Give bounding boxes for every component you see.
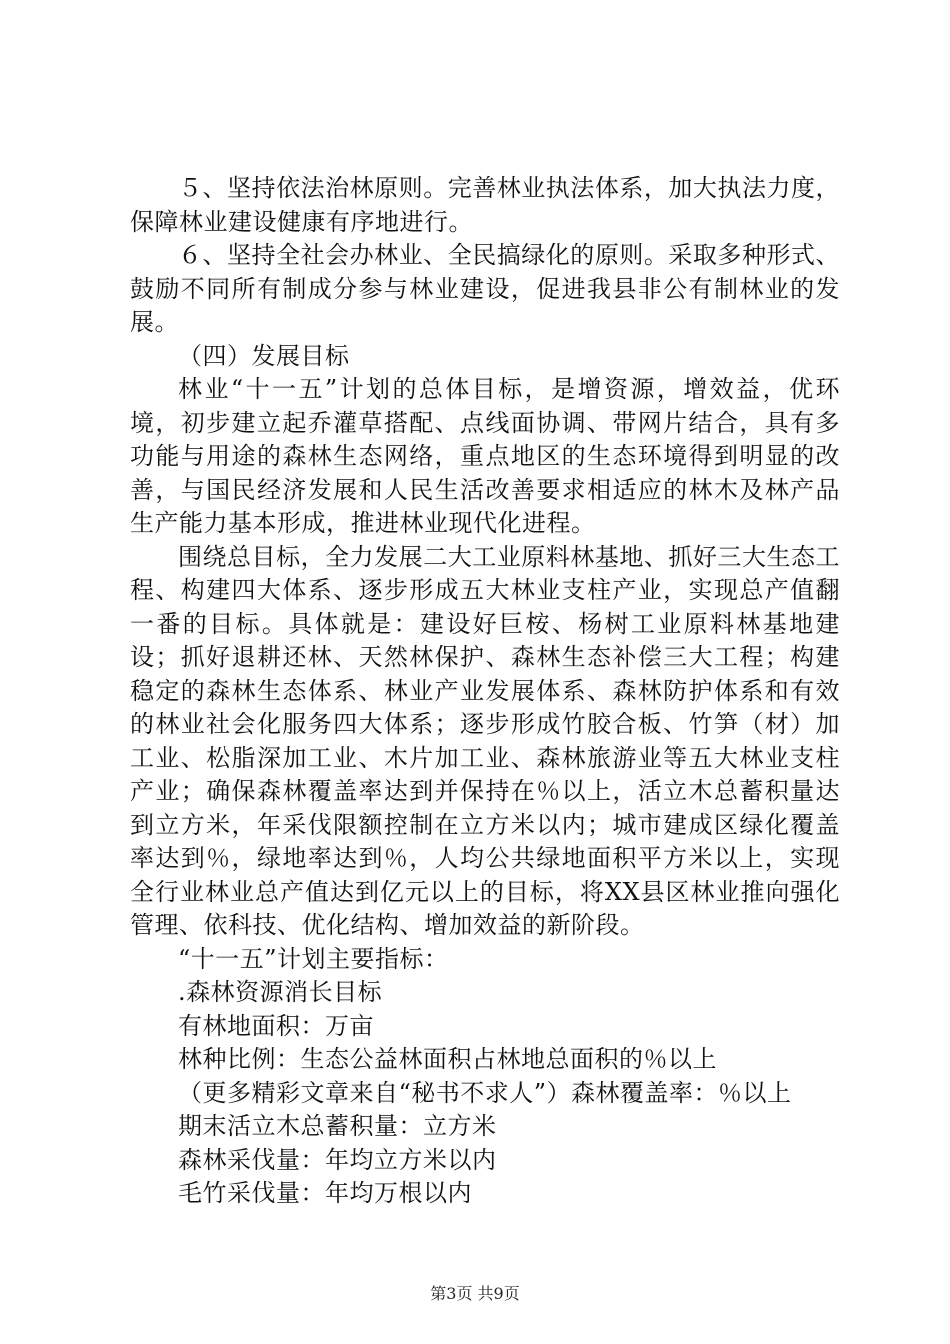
indicator-timber-stock: 期末活立木总蓄积量：立方米 — [178, 1112, 497, 1140]
paragraph-goal-details: 围绕总目标，全力发展二大工业原料林基地、抓好三大生态工程、构建四大体系、逐步形成五大林业支柱产业，实现总产值翻一番的目标。具体就是：建设好巨桉、杨树工业原料林基地建设；抓好退耕还林、天然林保护、森林生态补偿三大工程；构建稳定的森林生态体系、林业产业发展体系、森林防护体系和有效的林业社会化服务四大体系；逐步形成竹胶合板、竹笋（材）加工业、松脂深加工业、木片加工业、森林旅游业等五大林业支柱产业；确保森林覆盖率达到并保持在％以上，活立木总蓄积量达到立方米，年采伐限额控制在立方米以内；城市建成区绿化覆盖率达到％，绿地率达到％，人均公共绿地面积平方米以上，实现全行业林业总产值达到亿元以上的目标，将XX县区林业推向强化管理、依科技、优化结构、增加效益的新阶段。 — [130, 542, 840, 939]
indicator-bamboo-harvest: 毛竹采伐量：年均万根以内 — [178, 1179, 472, 1207]
indicator-forest-coverage: （更多精彩文章来自“秘书不求人”）森林覆盖率：％以上 — [178, 1078, 792, 1107]
indicator-forest-harvest: 森林采伐量：年均立方米以内 — [178, 1145, 497, 1174]
indicators-heading: “十一五”计划主要指标： — [178, 944, 449, 973]
section-heading-goals: （四）发展目标 — [178, 341, 350, 370]
paragraph-principle-6: ６、坚持全社会办林业、全民搞绿化的原则。采取多种形式、鼓励不同所有制成分参与林业建设，促进我县非公有制林业的发展。 — [130, 241, 840, 336]
document-body — [130, 172, 840, 1211]
paragraph-principle-5: ５、坚持依法治林原则。完善林业执法体系，加大执法力度，保障林业建设健康有序地进行。 — [130, 174, 840, 236]
indicator-resource-growth: .森林资源消长目标 — [178, 978, 383, 1006]
indicator-forest-ratio: 林种比例：生态公益林面积占林地总面积的％以上 — [178, 1045, 717, 1073]
page-number-footer: 第3页 共9页 — [430, 1284, 520, 1303]
indicator-forest-area: 有林地面积：万亩 — [178, 1011, 374, 1040]
paragraph-overall-goal: 林业“十一五”计划的总体目标，是增资源，增效益，优环境，初步建立起乔灌草搭配、点线面协调、带网片结合，具有多功能与用途的森林生态网络，重点地区的生态环境得到明显的改善，与国民经济发展和人民生活改善要求相适应的林木及林产品生产能力基本形成，推进林业现代化进程。 — [130, 375, 840, 537]
